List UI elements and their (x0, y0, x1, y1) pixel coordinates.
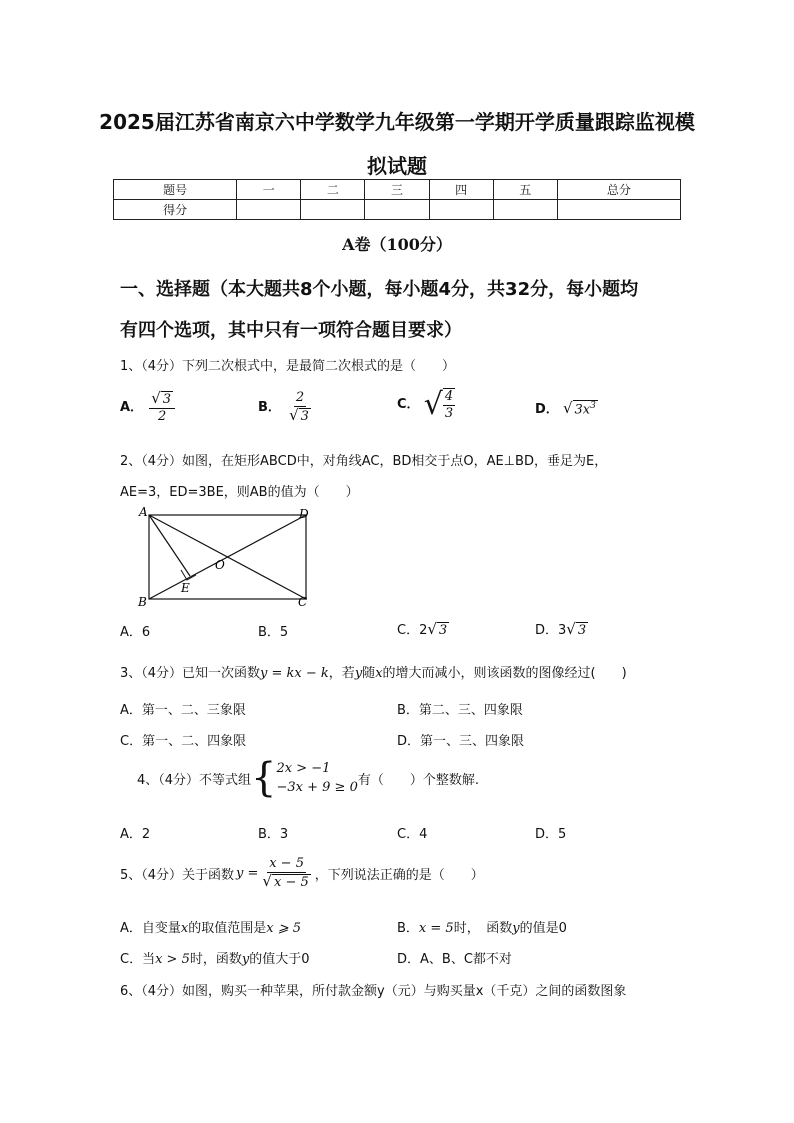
question-6-stem: 6、（4分）如图，购买一种苹果，所付款金额y（元）与购买量x（千克）之间的函数图象 (120, 984, 627, 999)
point-label-o: O (215, 558, 225, 572)
option-label: D． (535, 402, 559, 417)
question-2-option-c: C．2√ 3 (397, 620, 448, 638)
radical-icon: √ (289, 406, 299, 424)
question-4-option-d: D．5 (535, 827, 567, 842)
fraction: $\frac{x - 5}{√ x - 5}$ (262, 856, 309, 890)
question-3-option-a: A．第一、二、三象限 (120, 703, 246, 718)
question-1-option-a (120, 390, 177, 425)
fraction: $\frac{√ 3}{2}$ (149, 390, 175, 425)
score-header-cell: 四 (429, 180, 493, 200)
question-1-stem: 1、（4分）下列二次根式中，是最简二次根式的是（ ） (120, 359, 456, 374)
radical-icon: √ (423, 387, 443, 422)
question-4-stem: 4、（4分）不等式组 { 2x > −1 −3x + 9 ≥ 0 有（ ）个整数解. (137, 755, 479, 801)
point-label-a: A (139, 505, 148, 519)
rectangle-figure (135, 504, 315, 610)
question-4-option-c: C．4 (397, 827, 428, 842)
question-5-option-c: C．当x > 5时，函数y的值大于0 (120, 952, 310, 967)
point-label-b: B (138, 595, 147, 609)
score-table-score-row (114, 200, 681, 220)
point-label-c: C (298, 595, 308, 609)
option-label: C． (397, 397, 420, 412)
title-line-1: 2025届江苏省南京六中学数学九年级第一学期开学质量跟踪监视模 (99, 110, 695, 134)
score-cell (365, 200, 429, 220)
question-4-option-b: B．3 (258, 827, 289, 842)
section-1-heading-line-2: 有四个选项，其中只有一项符合题目要求） (120, 320, 462, 341)
score-row-label: 得分 (114, 200, 237, 220)
score-header-cell: 三 (365, 180, 429, 200)
question-3-option-c: C．第一、二、四象限 (120, 734, 247, 749)
score-cell (237, 200, 301, 220)
question-2-stem-line-2: AE=3，ED=3BE，则AB的值为（ ） (120, 485, 359, 500)
point-label-e: E (181, 581, 190, 595)
question-3-option-b: B．第二、三、四象限 (397, 703, 523, 718)
score-cell (429, 200, 493, 220)
left-brace-icon: { (251, 755, 277, 801)
fraction: $\frac{2}{√ 3}$ (289, 390, 309, 424)
score-table (113, 179, 681, 220)
segment-ae (149, 515, 190, 576)
question-2-stem-line-1: 2、（4分）如图，在矩形ABCD中，对角线AC，BD相交于点O，AE⊥BD，垂足为E， (120, 454, 608, 469)
question-5-option-a: A．自变量x的取值范围是x ⩾ 5 (120, 921, 302, 936)
score-cell (301, 200, 365, 220)
question-2-option-d: D．3√ 3 (535, 620, 587, 638)
question-5-stem: 5、（4分）关于函数 y = $\frac{x - 5}{√ x - 5}$ ，下列说法正确的是（ ） (120, 856, 484, 890)
question-4-option-a: A．2 (120, 827, 151, 842)
title-line-2: 拟试题 (367, 154, 427, 178)
radical-icon: √ (427, 620, 437, 638)
score-header-cell: 题号 (114, 180, 237, 200)
question-3-stem: 3、（4分）已知一次函数y = kx − k，若y随x的增大而减小，则该函数的图像经过( ) (120, 666, 627, 681)
fraction: $\frac{4}{3}$ (444, 388, 454, 421)
radical-icon: √ (562, 399, 573, 417)
question-1-option-b (258, 390, 315, 425)
question-1-option-c (397, 387, 457, 422)
section-1-heading-line-1: 一、选择题（本大题共8个小题，每小题4分，共32分，每小题均 (120, 279, 639, 300)
option-label: A． (120, 400, 144, 415)
question-2-option-b: B．5 (258, 625, 289, 640)
score-cell (493, 200, 557, 220)
radical-icon: √ (566, 620, 576, 638)
inequality-system: 2x > −1 −3x + 9 ≥ 0 (276, 761, 358, 795)
radical-icon: √ (151, 389, 161, 407)
score-header-cell: 五 (493, 180, 557, 200)
question-1-option-d: D． √ $3x^3$ (535, 399, 596, 417)
score-table-header-row (114, 180, 681, 200)
score-header-cell: 二 (301, 180, 365, 200)
paper-section-a: A卷（100分） (342, 235, 452, 254)
score-cell (557, 200, 680, 220)
option-label: B． (258, 400, 281, 415)
question-5-option-b: B．x = 5时， 函数y的值是0 (397, 921, 567, 936)
score-header-cell: 一 (237, 180, 301, 200)
question-5-option-d: D．A、B、C都不对 (397, 952, 512, 967)
question-2-option-a: A．6 (120, 625, 151, 640)
question-3-option-d: D．第一、三、四象限 (397, 734, 525, 749)
radical-icon: √ (262, 872, 272, 890)
point-label-d: D (299, 507, 309, 521)
score-header-cell: 总分 (557, 180, 680, 200)
